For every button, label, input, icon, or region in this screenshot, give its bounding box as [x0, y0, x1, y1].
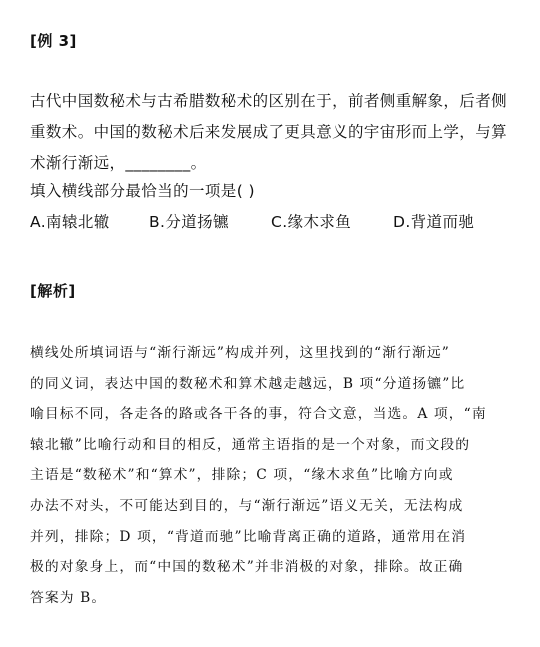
analysis-line: 极的对象身上，而“中国的数秘术”并非消极的对象，排除。故正确: [30, 559, 464, 576]
option-d: D.背道而驰: [393, 213, 475, 231]
analysis-line: 辕北辙”比喻行动和目的相反，通常主语指的是一个对象，而文段的: [30, 436, 471, 453]
option-c: C.缘木求鱼: [271, 213, 352, 231]
analysis-line: 主语是“数秘术”和“算术”，排除；C 项，“缘木求鱼”比喻方向或: [30, 467, 454, 484]
question-line: 重数术。中国的数秘术后来发展成了更具意义的宇宙形而上学，与算: [30, 123, 508, 141]
analysis-line: 答案为 B。: [30, 589, 107, 606]
question-line: 古代中国数秘术与古希腊数秘术的区别在于，前者侧重解象，后者侧: [30, 92, 508, 110]
answer-options: [30, 207, 514, 238]
analysis-line: 横线处所填词语与“渐行渐远”构成并列，这里找到的“渐行渐远”: [30, 345, 450, 361]
analysis-heading: [解析]: [30, 282, 76, 300]
option-a: A.南辕北辙: [30, 213, 110, 231]
question-text: [30, 86, 514, 179]
analysis-text: [30, 338, 508, 613]
example-heading: [例 3]: [30, 32, 77, 50]
analysis-line: 喻目标不同，各走各的路或各干各的事，符合文意，当选。A 项，“南: [30, 406, 487, 423]
question-block: [30, 86, 514, 238]
question-instruction: 填入横线部分最恰当的一项是( ): [30, 182, 255, 200]
analysis-line: 并列，排除；D 项，“背道而驰”比喻背离正确的道路，通常用在消: [30, 528, 467, 545]
analysis-line: 办法不对头，不可能达到目的，与“渐行渐远”语义无关，无法构成: [30, 497, 464, 514]
option-b: B.分道扬镳: [149, 213, 229, 231]
analysis-line: 的同义词，表达中国的数秘术和算术越走越远，B 项“分道扬镳”比: [30, 375, 466, 392]
question-line: 术渐行渐远，________。: [30, 154, 207, 172]
